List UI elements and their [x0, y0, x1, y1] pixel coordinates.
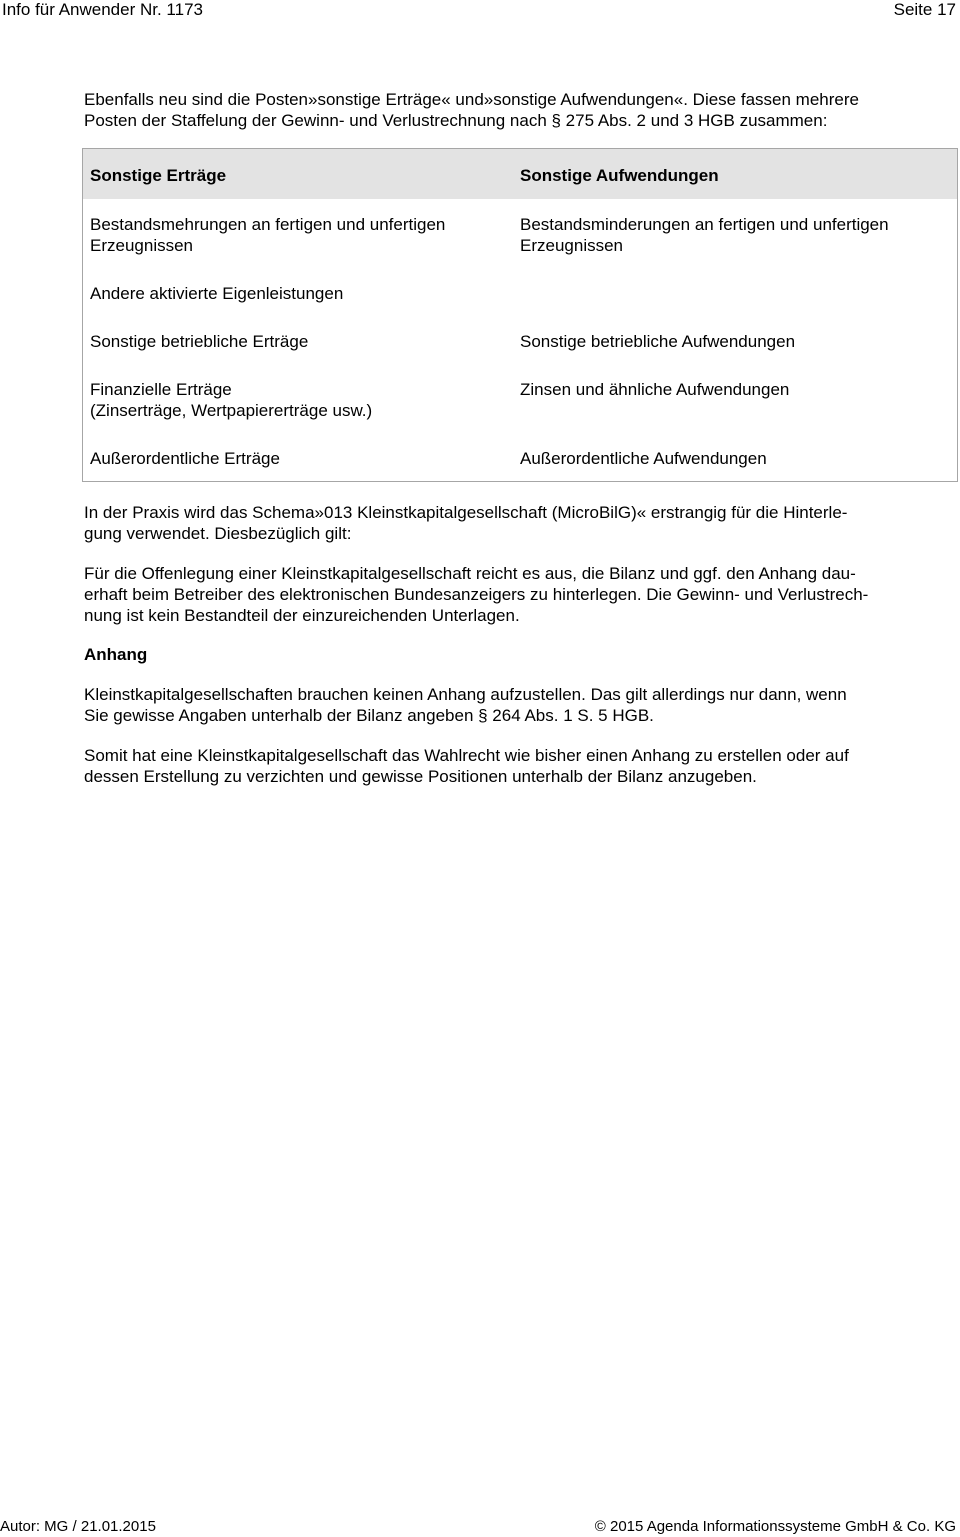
paragraph-line: erhaft beim Betreiber des elektronischen Bundesanzeigers zu hinterlegen. Die Gewinn- und Verlustrech- [84, 585, 869, 604]
cell-line: Andere aktivierte Eigenleistungen [90, 284, 344, 303]
paragraph-praxis [84, 502, 954, 544]
intro-line: Posten der Staffelung der Gewinn- und Verlustrechnung nach § 275 Abs. 2 und 3 HGB zusammen: [84, 111, 828, 130]
paragraph-line: dessen Erstellung zu verzichten und gewisse Positionen unterhalb der Bilanz anzugeben. [84, 767, 757, 786]
paragraph-line: gung verwendet. Diesbezüglich gilt: [84, 524, 352, 543]
table-cell-right [520, 214, 940, 256]
cell-line: Erzeugnissen [90, 236, 194, 255]
cell-line: Außerordentliche Aufwendungen [520, 449, 767, 468]
paragraph-wahlrecht [84, 745, 956, 787]
page-header [0, 0, 960, 22]
table-cell-left [90, 214, 510, 256]
cell-line: Erzeugnissen [520, 236, 624, 255]
intro-paragraph [84, 89, 960, 131]
table-header-sonstige-ertraege: Sonstige Erträge [90, 166, 227, 185]
table-cell-right [520, 379, 940, 400]
table-cell-right [520, 331, 940, 352]
paragraph-line: Somit hat eine Kleinstkapitalgesellschaft das Wahlrecht wie bisher einen Anhang zu erstellen oder auf [84, 746, 849, 765]
header-document-title: Info für Anwender Nr. 1173 [2, 0, 203, 19]
paragraph-line: Kleinstkapitalgesellschaften brauchen keinen Anhang aufzustellen. Das gilt allerdings nur dann, wenn [84, 685, 847, 704]
income-expense-table [82, 148, 958, 482]
paragraph-line: Sie gewisse Angaben unterhalb der Bilanz angeben § 264 Abs. 1 S. 5 HGB. [84, 706, 654, 725]
cell-line: Außerordentliche Erträge [90, 449, 280, 468]
table-cell-left [90, 283, 510, 304]
intro-line: Ebenfalls neu sind die Posten»sonstige Erträge« und»sonstige Aufwendungen«. Diese fassen mehrere [84, 90, 859, 109]
cell-line: Sonstige betriebliche Erträge [90, 332, 309, 351]
table-cell-right [520, 448, 940, 469]
paragraph-line: Für die Offenlegung einer Kleinstkapitalgesellschaft reicht es aus, die Bilanz und ggf. den Anhang dau- [84, 564, 856, 583]
paragraph-offenlegung [84, 563, 956, 626]
table-cell-left [90, 331, 510, 352]
cell-line: Finanzielle Erträge [90, 380, 232, 399]
cell-line: (Zinserträge, Wertpapiererträge usw.) [90, 401, 373, 420]
cell-line: Sonstige betriebliche Aufwendungen [520, 332, 796, 351]
cell-line: Bestandsminderungen an fertigen und unfertigen [520, 215, 889, 234]
header-page-number: Seite 17 [893, 0, 956, 19]
table-header-row [83, 149, 957, 199]
cell-line: Bestandsmehrungen an fertigen und unfertigen [90, 215, 446, 234]
table-header-sonstige-aufwendungen: Sonstige Aufwendungen [520, 166, 719, 185]
footer-author: Autor: MG / 21.01.2015 [0, 1518, 156, 1535]
cell-line: Zinsen und ähnliche Aufwendungen [520, 380, 790, 399]
paragraph-line: nung ist kein Bestandteil der einzureichenden Unterlagen. [84, 606, 520, 625]
table-cell-left [90, 379, 510, 421]
paragraph-anhang [84, 684, 956, 726]
table-cell-left [90, 448, 510, 469]
footer-copyright: © 2015 Agenda Informationssysteme GmbH & Co. KG [594, 1518, 956, 1535]
paragraph-line: In der Praxis wird das Schema»013 Kleinstkapitalgesellschaft (MicroBilG)« erstrangig für die Hinterle- [84, 503, 848, 522]
section-heading-anhang: Anhang [84, 645, 148, 664]
